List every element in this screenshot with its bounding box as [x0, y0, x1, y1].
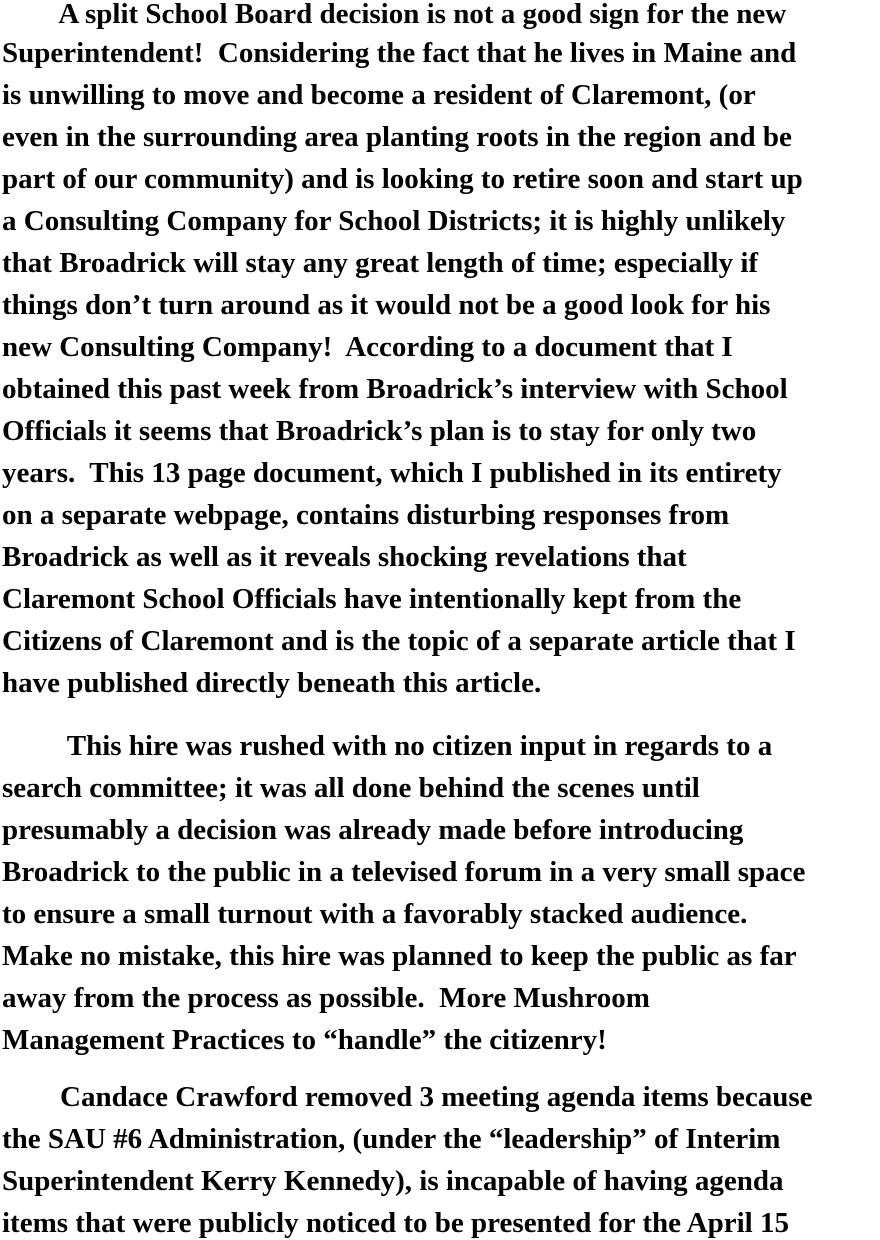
text-line: part of our community) and is looking to retire soon and start up — [2, 163, 803, 195]
text-line: the SAU #6 Administration, (under the “leadership” of Interim — [2, 1123, 781, 1155]
text-line: obtained this past week from Broadrick’s interview with School — [2, 373, 788, 405]
text-line: This hire was rushed with no citizen input in regards to a — [2, 730, 773, 762]
text-line: Claremont School Officials have intentionally kept from the — [2, 583, 742, 615]
text-line: have published directly beneath this article. — [2, 667, 542, 699]
text-line: Officials it seems that Broadrick’s plan is to stay for only two — [2, 415, 757, 447]
text-line: search committee; it was all done behind the scenes until — [2, 772, 700, 804]
text-line: is unwilling to move and become a resident of Claremont, (or — [2, 79, 756, 111]
text-line: things don’t turn around as it would not be a good look for his — [2, 289, 771, 321]
text-line: presumably a decision was already made before introducing — [2, 814, 744, 846]
text-line: even in the surrounding area planting roots in the region and be — [2, 121, 792, 153]
text-line: that Broadrick will stay any great length of time; especially if — [2, 247, 759, 279]
text-line: Make no mistake, this hire was planned to keep the public as far — [2, 940, 797, 972]
text-line: years. This 13 page document, which I published in its entirety — [2, 457, 782, 489]
text-line: to ensure a small turnout with a favorably stacked audience. — [2, 898, 748, 930]
text-line: Superintendent! Considering the fact that he lives in Maine and — [2, 37, 797, 69]
text-line: Candace Crawford removed 3 meeting agenda items because — [2, 1081, 813, 1113]
text-line: a Consulting Company for School Districts; it is highly unlikely — [2, 205, 786, 237]
text-line: away from the process as possible. More Mushroom — [2, 982, 650, 1014]
text-line: Broadrick as well as it reveals shocking revelations that — [2, 541, 687, 573]
text-line: A split School Board decision is not a good sign for the new — [2, 0, 787, 30]
text-line: Superintendent Kerry Kennedy), is incapable of having agenda — [2, 1165, 784, 1197]
text-line: Broadrick to the public in a televised forum in a very small space — [2, 856, 806, 888]
text-line: new Consulting Company! According to a document that I — [2, 331, 733, 363]
text-line: Management Practices to “handle” the citizenry! — [2, 1024, 607, 1056]
text-line: items that were publicly noticed to be presented for the April 15 — [2, 1207, 789, 1239]
text-line: on a separate webpage, contains disturbing responses from — [2, 499, 730, 531]
text-line: Citizens of Claremont and is the topic of a separate article that I — [2, 625, 796, 657]
